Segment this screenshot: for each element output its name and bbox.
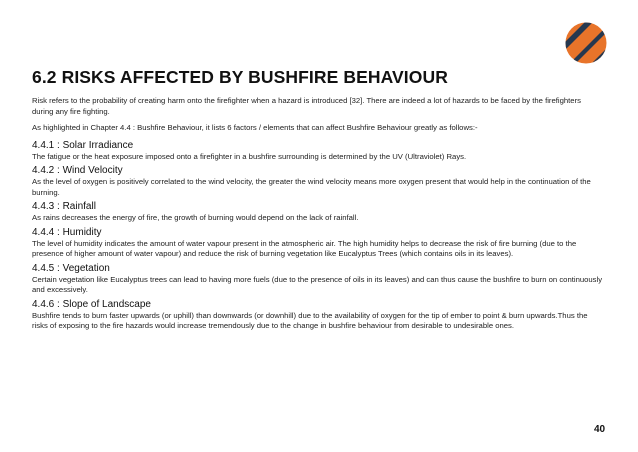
document-body xyxy=(32,96,604,335)
section-heading: 4.4.3 : Rainfall xyxy=(32,201,96,212)
section-slope-of-landscape xyxy=(32,299,604,332)
section-text: Bushfire tends to burn faster upwards (or uphill) than downwards (or downhill) due to the availability of oxygen for the tip of ember to point & burn upwards.Thus the risks of exposing to the fire hazards would increase tremendously due to the change in bushfire behaviour from desirable to undesirable ones. xyxy=(32,310,588,330)
section-humidity xyxy=(32,227,604,260)
section-text: The level of humidity indicates the amount of water vapour present in the atmospheric air. The high humidity helps to decrease the risk of fire burning (due to the presence of higher amount of water vapour) and reduce the risk of burning vegetation like Eucalyptus Trees (which contains oils in its leaves). xyxy=(32,238,577,258)
section-text: Certain vegetation like Eucalyptus trees can lead to having more fuels (due to the presence of oils in its leaves) and can thus cause the bushfire to burn on continuously and excessively. xyxy=(32,274,603,294)
section-solar-irradiance xyxy=(32,140,604,163)
section-heading: 4.4.6 : Slope of Landscape xyxy=(32,298,151,310)
section-heading: 4.4.4 : Humidity xyxy=(32,226,102,238)
section-rainfall xyxy=(32,201,604,224)
page-number: 40 xyxy=(594,424,606,435)
section-text: As rains decreases the energy of fire, the growth of burning would depend on the lack of rainfall. xyxy=(32,213,359,222)
section-heading: 4.4.1 : Solar Irradiance xyxy=(32,139,134,151)
page-title: 6.2 RISKS AFFECTED BY BUSHFIRE BEHAVIOUR xyxy=(32,67,448,87)
intro-paragraph: As highlighted in Chapter 4.4 : Bushfire Behaviour, it lists 6 factors / elements that can affect Bushfire Behaviour greatly as follows:- xyxy=(32,123,478,132)
section-wind-velocity xyxy=(32,165,604,198)
intro-paragraph: Risk refers to the probability of creating harm onto the firefighter when a hazard is introduced [32]. There are indeed a lot of hazards to be faced by the firefighters during any fire fighting. xyxy=(32,96,581,116)
striped-circle-logo-icon xyxy=(565,22,607,64)
section-text: As the level of oxygen is positively correlated to the wind velocity, the greater the wind velocity means more oxygen present that would help in the continuation of the burning. xyxy=(32,177,591,197)
section-text: The fatigue or the heat exposure imposed onto a firefighter in a bushfire surrounding is determined by the UV (Ultraviolet) Rays. xyxy=(32,151,467,161)
section-heading: 4.4.2 : Wind Velocity xyxy=(32,165,123,176)
section-vegetation xyxy=(32,263,604,296)
section-heading: 4.4.5 : Vegetation xyxy=(32,262,110,274)
